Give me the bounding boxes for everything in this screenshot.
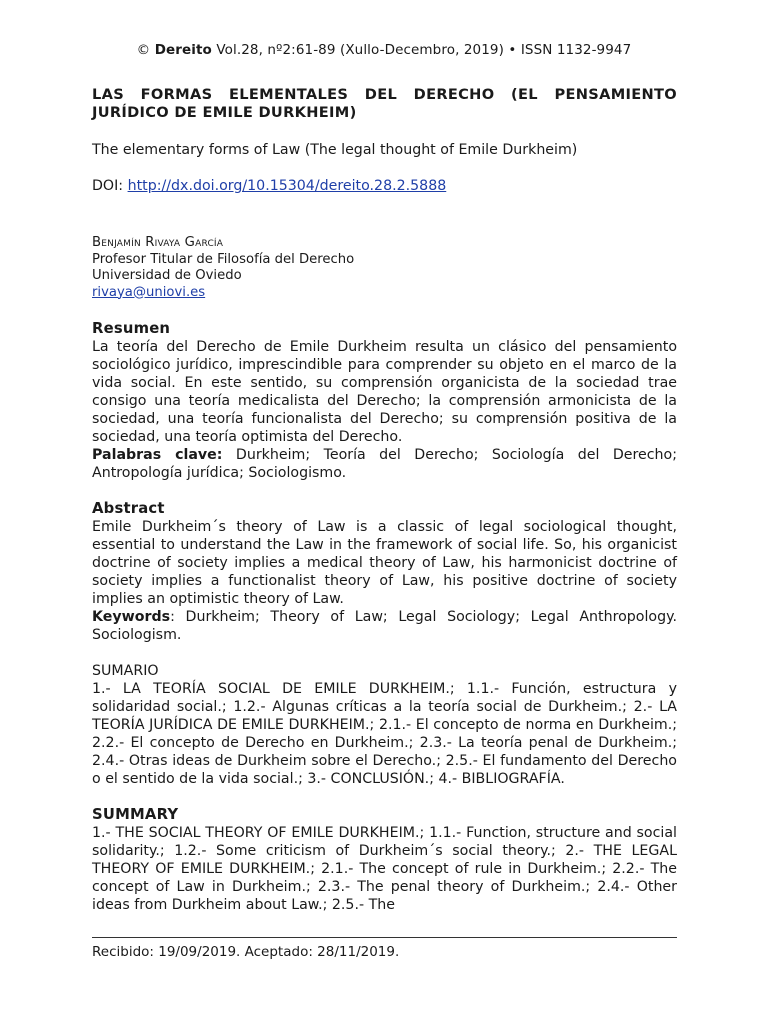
sumario-section <box>92 662 677 788</box>
author-institution: Universidad de Oviedo <box>92 268 242 283</box>
resumen-heading: Resumen <box>92 320 171 337</box>
doi-line <box>92 177 677 195</box>
resumen-section <box>92 320 677 482</box>
author-email-link[interactable]: rivaya@uniovi.es <box>92 284 206 300</box>
article-body <box>92 86 677 914</box>
footer-divider <box>92 937 677 938</box>
palabras-clave <box>92 446 677 482</box>
article-subtitle: The elementary forms of Law (The legal thought of Emile Durkheim) <box>92 142 578 158</box>
journal-header <box>0 42 768 58</box>
summary-heading: SUMMARY <box>92 806 179 823</box>
sumario-heading: SUMARIO <box>92 663 159 679</box>
doi-label: DOI: <box>92 178 124 194</box>
resumen-text: La teoría del Derecho de Emile Durkheim resulta un clásico del pensamiento sociológico jurídico, imprescindible para comprender su objeto en el marco de la vida social. En este sentido, su comprensión organicista de la sociedad trae consigo una teoría medicalista del Derecho; la comprensión armonicista de la sociedad, una teoría funcionalista del Derecho; su comprensión positiva de la sociedad, una teoría optimista del Derecho. <box>92 339 677 445</box>
article-title: LAS FORMAS ELEMENTALES DEL DERECHO (EL PENSAMIENTO JURÍDICO DE EMILE DURKHEIM) <box>92 86 677 121</box>
sumario-text: 1.- LA TEORÍA SOCIAL DE EMILE DURKHEIM.; 1.1.- Función, estructura y solidaridad social.; 1.2.- Algunas críticas a la teoría social de Durkheim.; 2.- LA TEORÍA JURÍDICA DE EMILE DURKHEIM.; 2.1.- El concepto de norma en Durkheim.; 2.2.- El concepto de Derecho en Durkheim.; 2.3.- La teoría penal de Durkheim.; 2.4.- Otras ideas de Durkheim sobre el Derecho.; 2.5.- El fundamento del Derecho o el sentido de la vida social.; 3.- CONCLUSIÓN.; 4.- BIBLIOGRAFÍA. <box>92 681 677 787</box>
keywords <box>92 608 677 644</box>
author-name: Benjamín Rivaya García <box>92 235 224 250</box>
summary-section <box>92 806 677 914</box>
summary-text: 1.- THE SOCIAL THEORY OF EMILE DURKHEIM.; 1.1.- Function, structure and social solidarity.; 1.2.- Some criticism of Durkheim´s social theory.; 2.- THE LEGAL THEORY OF EMILE DURKHEIM.; 2.1.- The concept of rule in Durkheim.; 2.2.- The concept of Law in Durkheim.; 2.3.- The penal theory of Durkheim.; 2.4.- Other ideas from Durkheim about Law.; 2.5.- The <box>92 825 677 913</box>
keywords-label: Keywords <box>92 609 171 625</box>
abstract-section <box>92 500 677 644</box>
journal-citation: Vol.28, nº2:61-89 (Xullo-Decembro, 2019) • ISSN 1132-9947 <box>216 42 632 58</box>
author-position: Profesor Titular de Filosofía del Derecho <box>92 251 355 267</box>
received-accepted-dates: Recibido: 19/09/2019. Aceptado: 28/11/2019. <box>92 944 400 960</box>
copyright-symbol: © <box>136 42 151 58</box>
palabras-clave-label: Palabras clave: <box>92 447 223 463</box>
author-block <box>92 235 677 301</box>
abstract-text: Emile Durkheim´s theory of Law is a classic of legal sociological thought, essential to understand the Law in the framework of social life. So, his organicist doctrine of society implies a medical theory of Law, his harmonicist doctrine of society implies a functionalist theory of Law, his positive doctrine of society implies an optimistic theory of Law. <box>92 519 677 607</box>
journal-name: Dereito <box>154 42 212 58</box>
doi-link[interactable]: http://dx.doi.org/10.15304/dereito.28.2.5888 <box>127 178 447 194</box>
palabras-clave-text: Durkheim; Teoría del Derecho; Sociología del Derecho; Antropología jurídica; Sociologismo. <box>92 447 677 481</box>
keywords-text: : Durkheim; Theory of Law; Legal Sociology; Legal Anthropology. Sociologism. <box>92 609 677 643</box>
abstract-heading: Abstract <box>92 500 165 517</box>
